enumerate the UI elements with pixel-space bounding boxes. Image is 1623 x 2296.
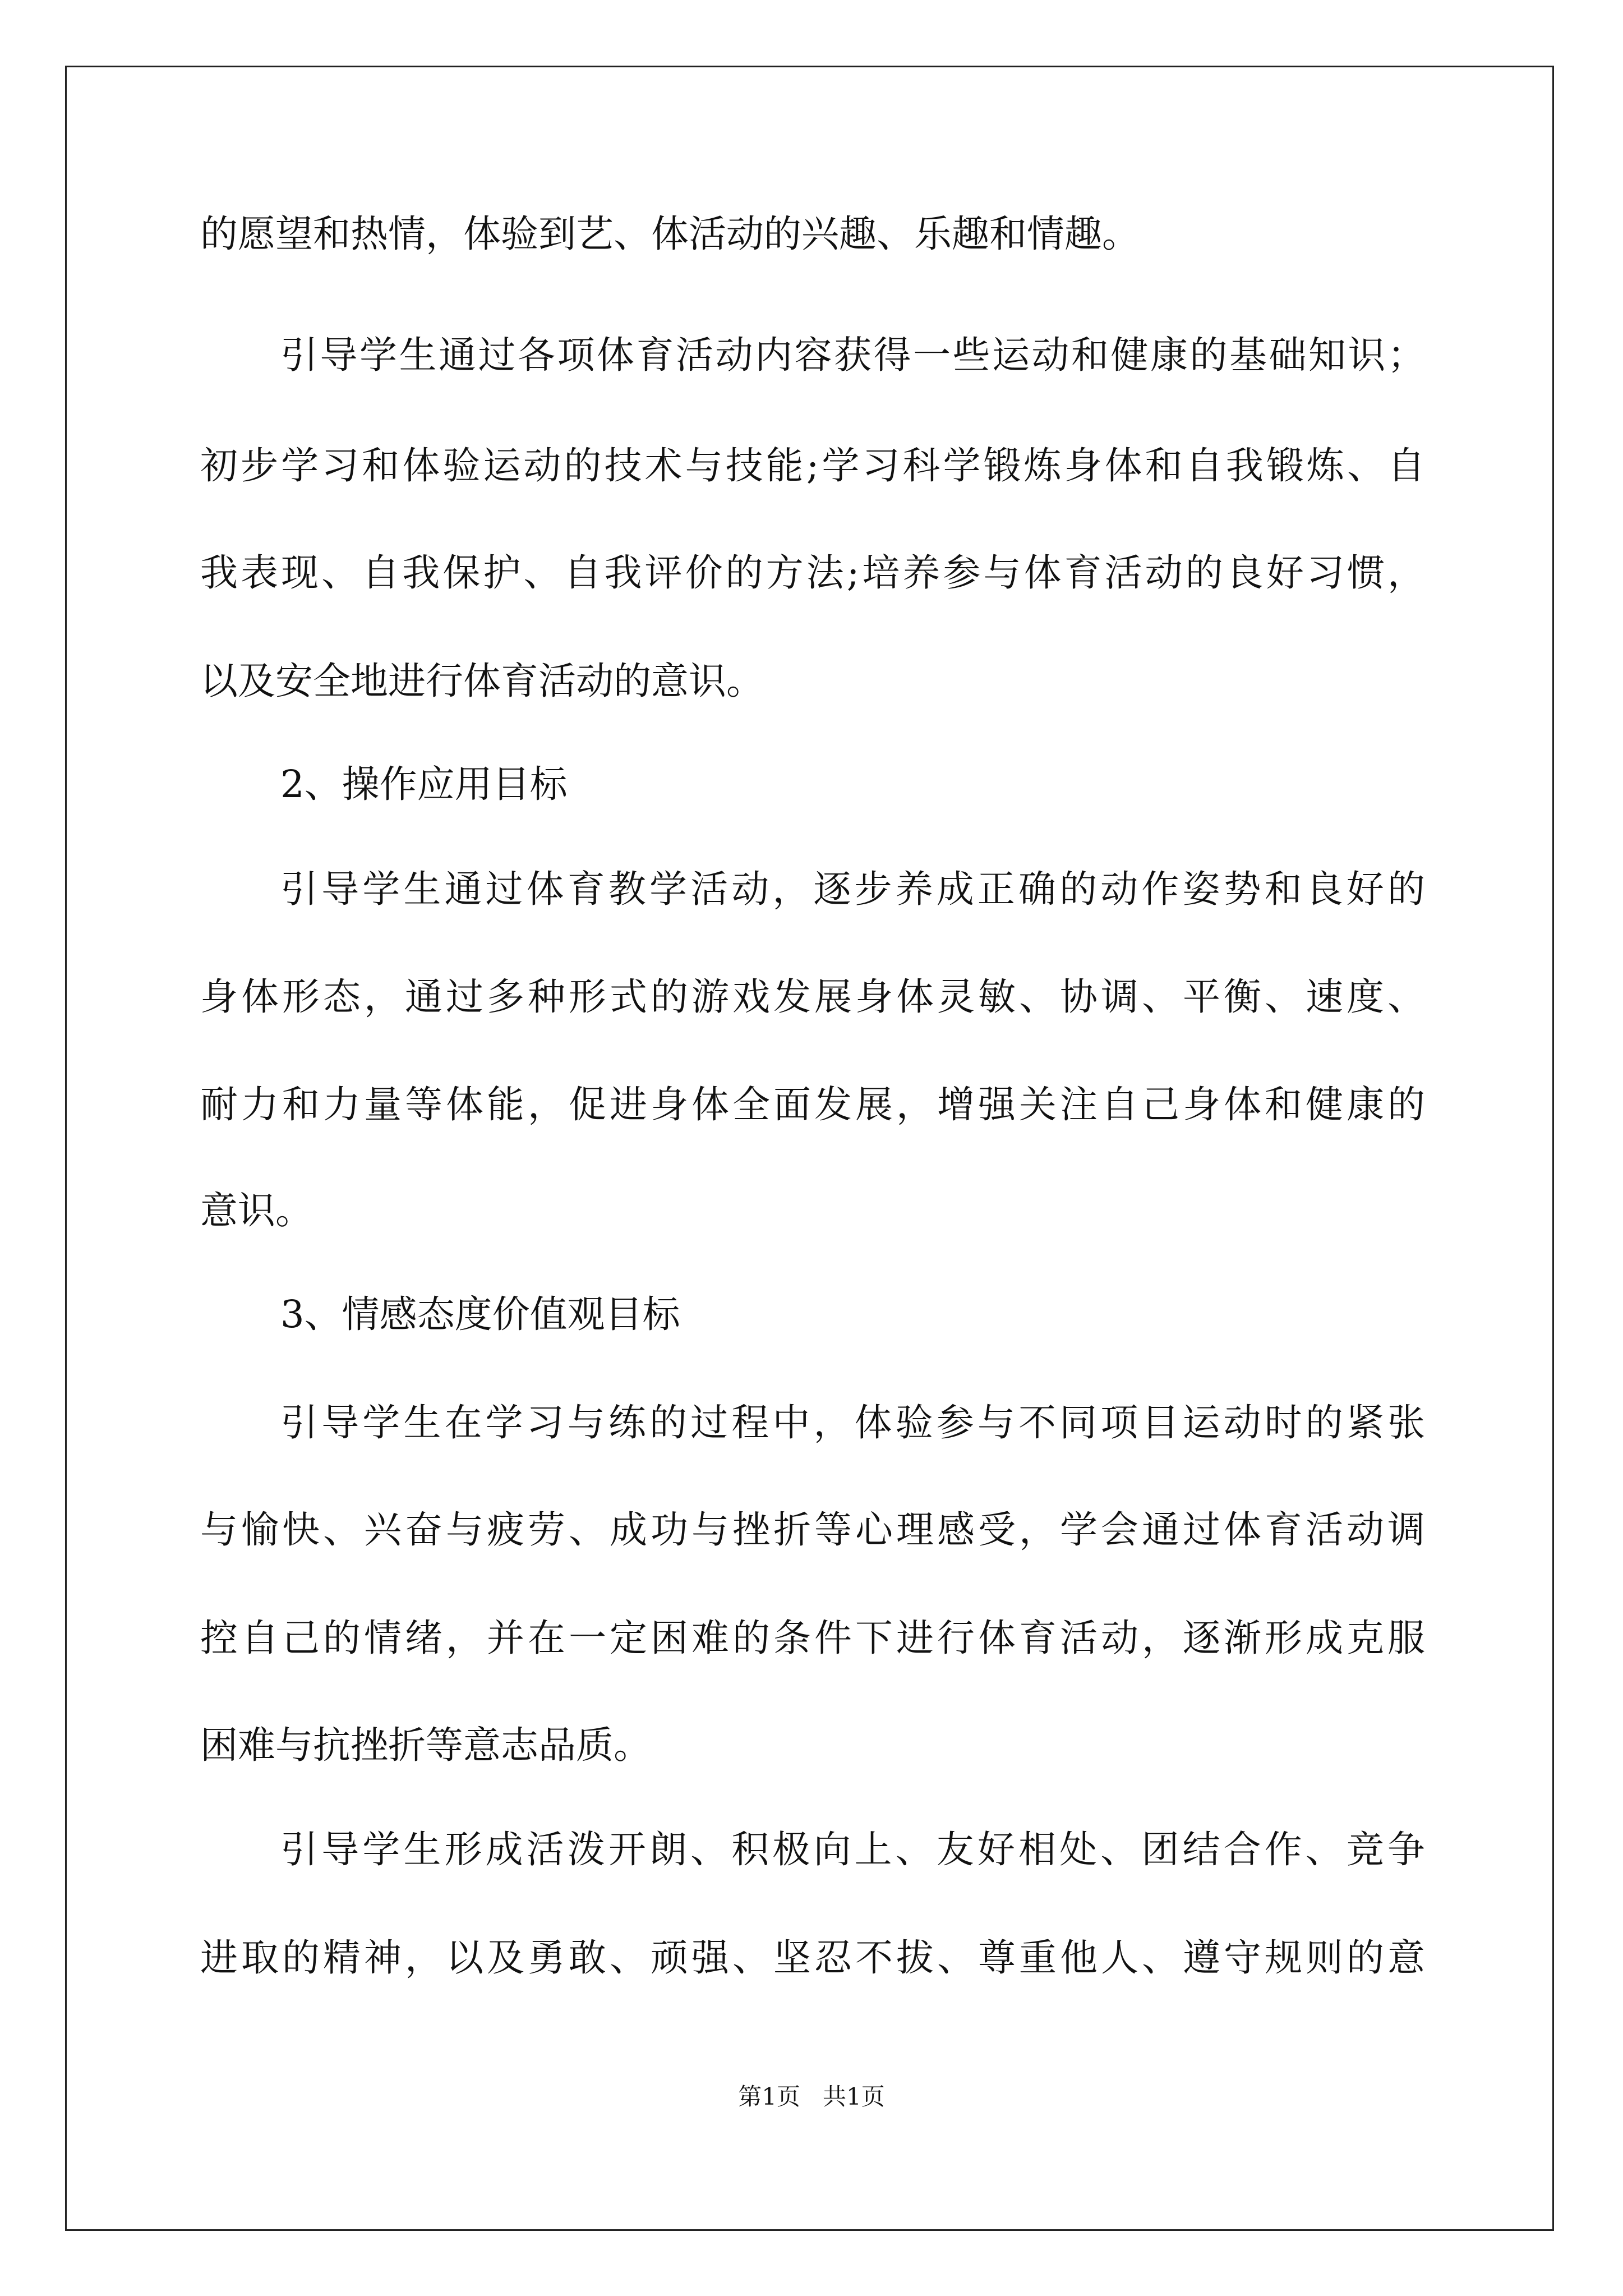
text-line: 初步学习和体验运动的技术与技能;学习科学锻炼身体和自我锻炼、自: [200, 444, 1425, 487]
page-footer: 第1页 共1页: [738, 2083, 885, 2110]
text-line: 控自己的情绪，并在一定困难的条件下进行体育活动，逐渐形成克服: [200, 1616, 1425, 1660]
section-heading: 2、操作应用目标: [280, 762, 568, 806]
text-line: 进取的精神，以及勇敢、顽强、坚忍不拔、尊重他人、遵守规则的意: [200, 1936, 1425, 1980]
text-line: 我表现、自我保护、自我评价的方法;培养参与体育活动的良好习惯，: [200, 551, 1425, 595]
text-line: 引导学生在学习与练的过程中，体验参与不同项目运动时的紧张: [280, 1401, 1425, 1444]
text-line: 与愉快、兴奋与疲劳、成功与挫折等心理感受，学会通过体育活动调: [200, 1508, 1425, 1552]
text-line: 引导学生通过体育教学活动，逐步养成正确的动作姿势和良好的: [280, 867, 1425, 911]
text-line: 引导学生通过各项体育活动内容获得一些运动和健康的基础知识；: [280, 333, 1425, 377]
text-line: 耐力和力量等体能，促进身体全面发展，增强关注自己身体和健康的: [200, 1083, 1425, 1126]
text-line: 的愿望和热情，体验到艺、体活动的兴趣、乐趣和情趣。: [200, 212, 1140, 256]
section-heading: 3、情感态度价值观目标: [280, 1292, 680, 1336]
text-line: 困难与抗挫折等意志品质。: [200, 1723, 651, 1767]
page-border: [65, 66, 1554, 2231]
text-line: 引导学生形成活泼开朗、积极向上、友好相处、团结合作、竞争: [280, 1828, 1425, 1871]
text-line: 身体形态，通过多种形式的游戏发展身体灵敏、协调、平衡、速度、: [200, 975, 1425, 1019]
text-line: 意识。: [200, 1189, 313, 1232]
text-line: 以及安全地进行体育活动的意识。: [200, 659, 764, 703]
